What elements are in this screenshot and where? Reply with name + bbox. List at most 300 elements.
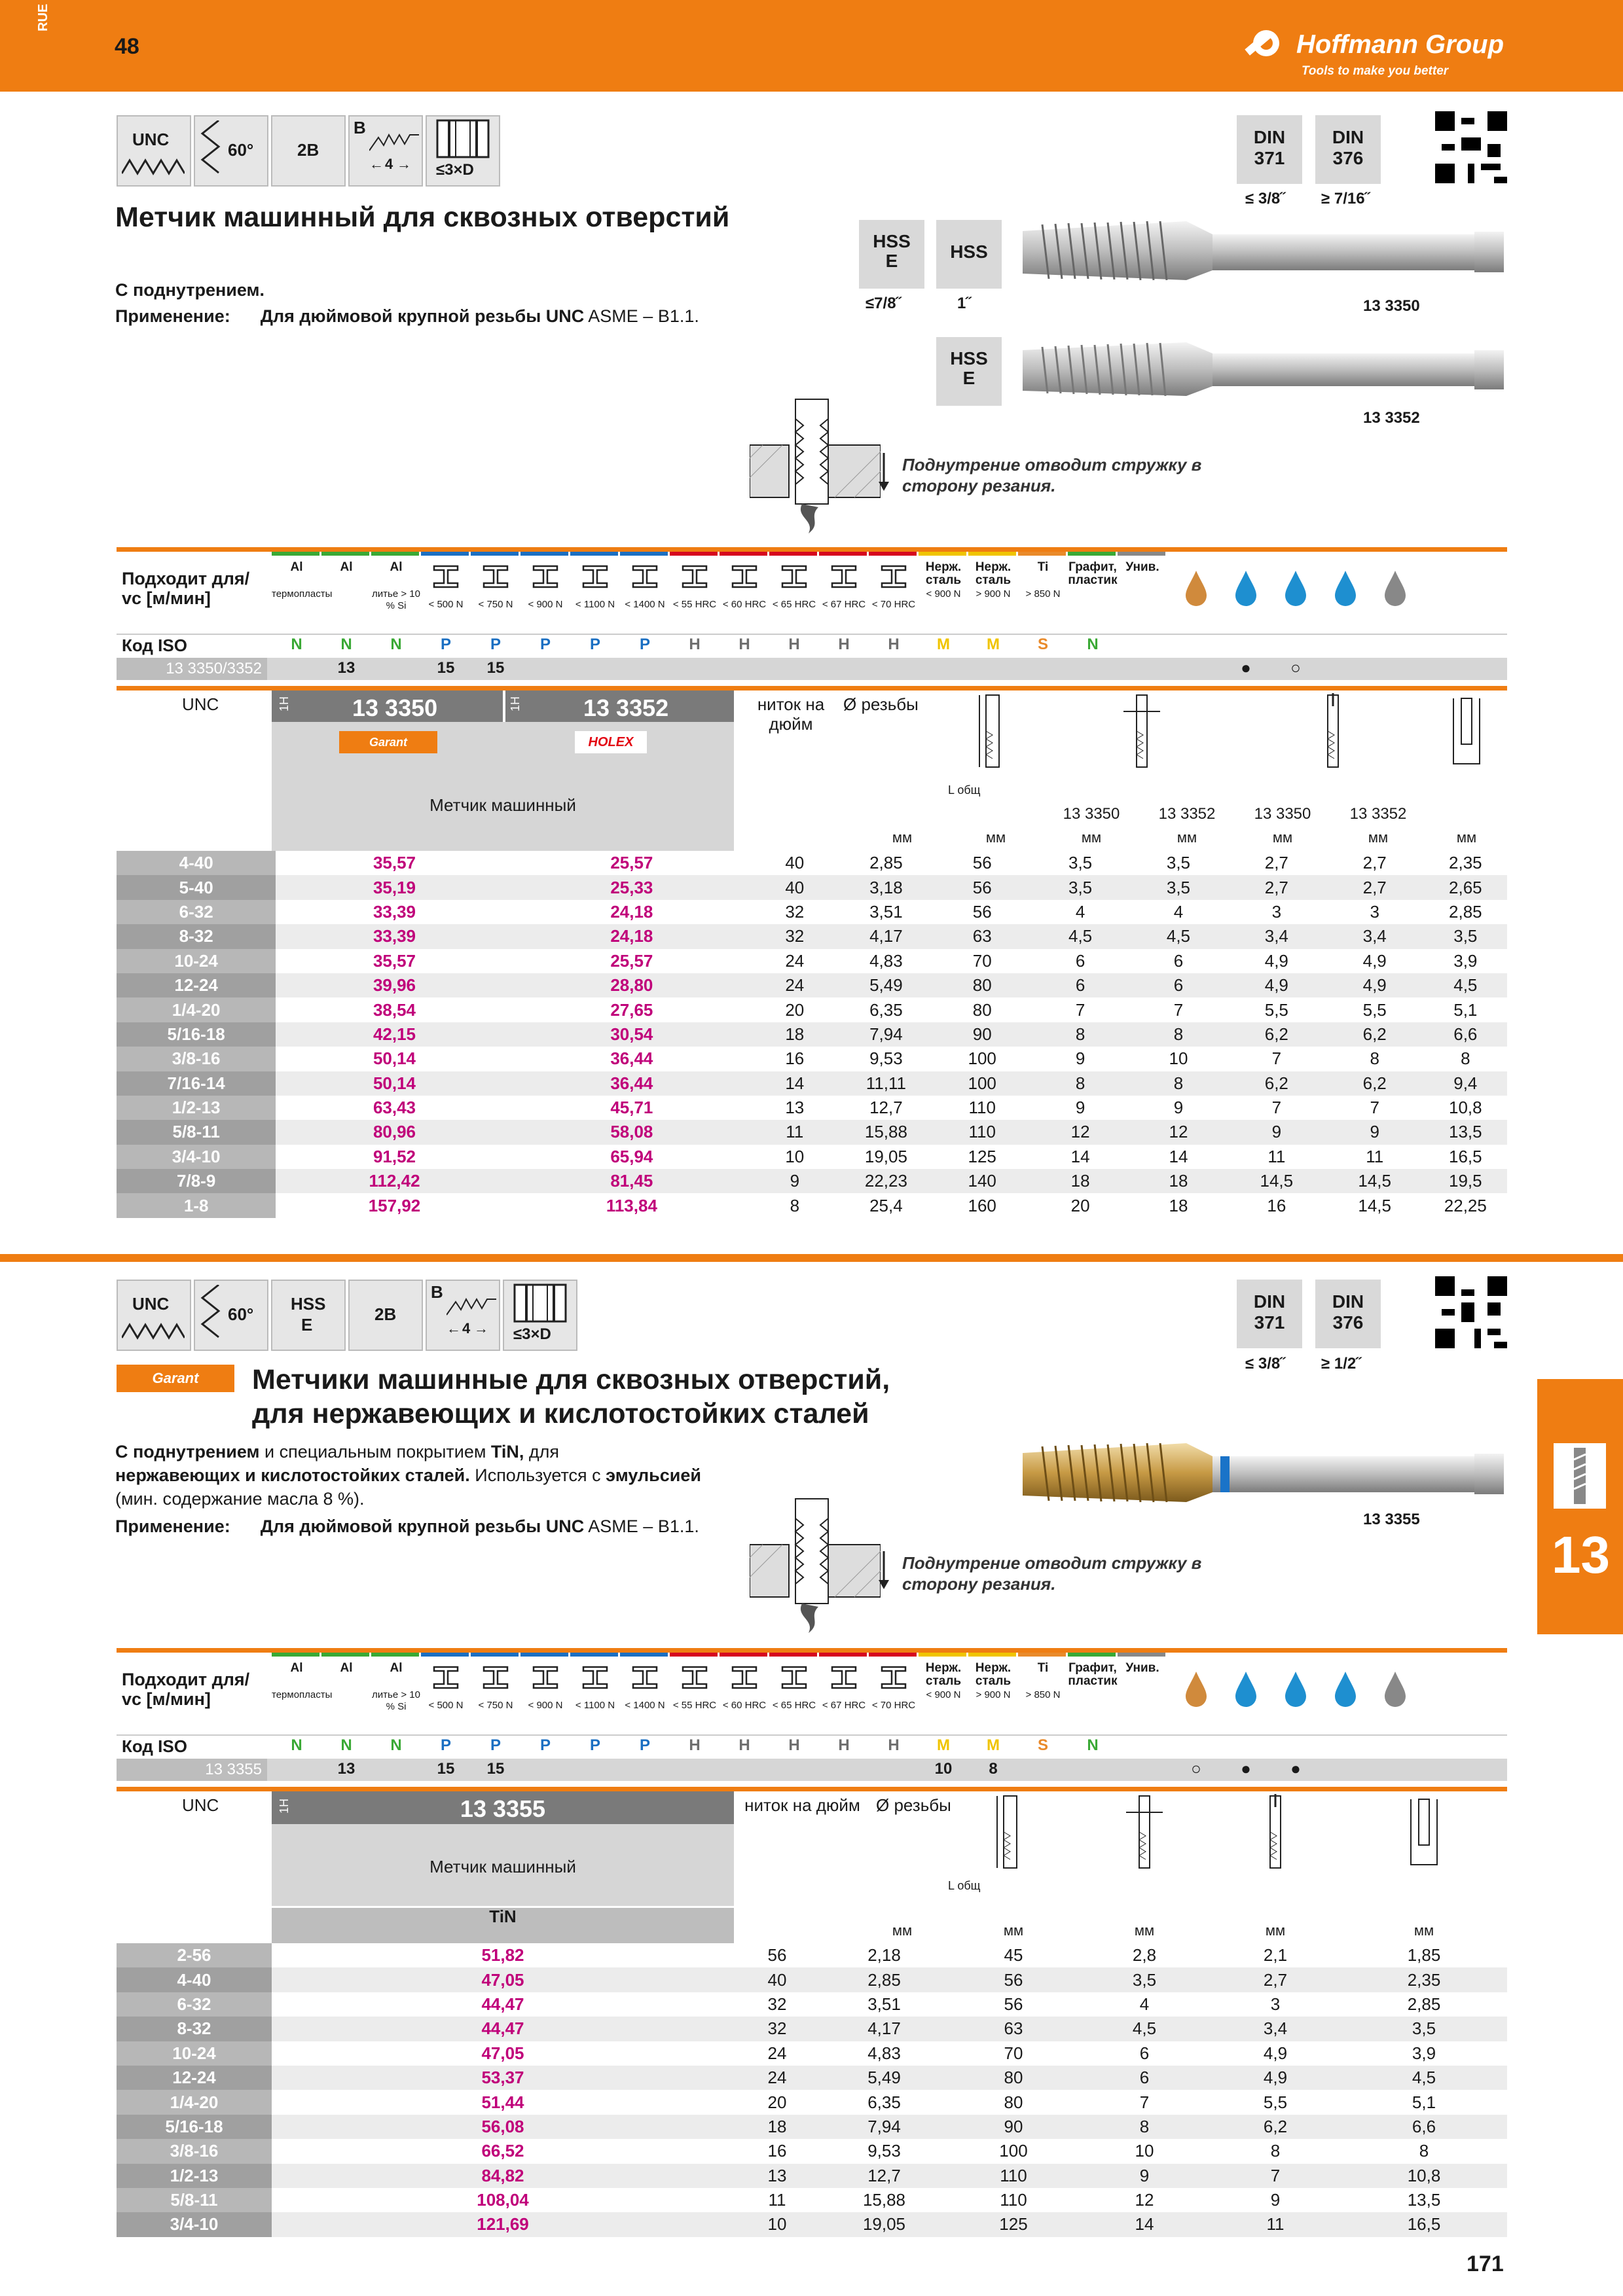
cutting-speed-value: 8 xyxy=(989,1760,998,1778)
price-cell: 157,92 xyxy=(276,1193,513,1217)
material-col-title: Нерж. сталь xyxy=(975,1661,1012,1688)
din-376-badge: DIN 376 xyxy=(1315,115,1381,184)
value-cell: 2,7 xyxy=(1228,851,1326,875)
value-cell: 4,9 xyxy=(1210,2041,1341,2066)
material-col-title: Al xyxy=(290,1661,303,1675)
tool-label-133350: 13 3350 xyxy=(1363,297,1420,315)
price-cell: 33,39 xyxy=(276,924,513,948)
section1-line1: С поднутрением. xyxy=(115,280,265,300)
value-cell: 10 xyxy=(1129,1047,1228,1071)
value-cell: 5,49 xyxy=(820,2066,948,2090)
coolant-suitability: ○ xyxy=(1191,1759,1201,1778)
coolant-icon xyxy=(1233,568,1259,607)
unit-label: мм xyxy=(892,829,913,846)
value-cell: 2,65 xyxy=(1424,875,1507,899)
din-371-limit: ≤ 3/8˝ xyxy=(1245,1355,1286,1372)
material-col-title: Графит, пластик xyxy=(1068,1661,1118,1688)
iso-code: N xyxy=(1087,636,1099,653)
qr-code[interactable] xyxy=(1435,111,1507,183)
value-cell: 15,88 xyxy=(820,2188,948,2212)
value-cell: 4,9 xyxy=(1326,973,1424,997)
value-cell: 40 xyxy=(734,1967,820,1992)
material-col-title: Унив. xyxy=(1125,1661,1159,1675)
steel-profile-icon xyxy=(781,1666,807,1689)
thread-size-cell: 5-40 xyxy=(117,875,276,899)
steel-profile-icon xyxy=(881,565,907,588)
value-cell: 2,85 xyxy=(1424,900,1507,924)
table-row xyxy=(117,2066,1507,2090)
material-col-sub: > 900 N xyxy=(976,1689,1011,1700)
l-total-label: L общ xyxy=(948,783,981,797)
price-cell: 53,37 xyxy=(272,2066,734,2090)
iso-label: Код ISO xyxy=(122,636,187,655)
value-cell: 3,5 xyxy=(1079,1967,1210,1992)
drill-depth-icon: ≤3×D xyxy=(426,115,500,187)
price-cell: 81,45 xyxy=(513,1169,750,1193)
coolant-icon xyxy=(1382,1669,1408,1708)
table-row xyxy=(117,1071,1507,1096)
sub-code: 13 3352 xyxy=(1349,805,1407,823)
steel-profile-icon xyxy=(632,565,658,588)
unit-label: мм xyxy=(1134,1922,1155,1939)
material-col-title: Al xyxy=(390,1661,403,1675)
value-cell: 20 xyxy=(1031,1193,1129,1217)
thread-size-cell: 10-24 xyxy=(117,2041,272,2066)
iso-code: H xyxy=(788,636,800,653)
value-cell: 3,5 xyxy=(1129,851,1228,875)
value-cell: 2,35 xyxy=(1341,1967,1507,1992)
value-cell: 9,53 xyxy=(839,1047,934,1071)
material-col-sub: термопласты xyxy=(272,1689,333,1700)
price-cell: 36,44 xyxy=(513,1047,750,1071)
iso-code: P xyxy=(539,1736,551,1754)
material-table-1 xyxy=(117,552,1507,677)
thread-size-cell: 3/4-10 xyxy=(117,2212,272,2236)
price-cell: 25,57 xyxy=(513,851,750,875)
material-col-sub: < 900 N xyxy=(528,1700,563,1711)
value-cell: 13 xyxy=(750,1096,839,1120)
unit-label: мм xyxy=(1003,1922,1024,1939)
value-cell: 13,5 xyxy=(1424,1120,1507,1144)
hoffmann-logo-icon xyxy=(1244,25,1296,64)
value-cell: 110 xyxy=(948,2188,1079,2212)
material-col-title: Al xyxy=(340,1661,353,1675)
value-cell: 11 xyxy=(750,1120,839,1144)
price-cell: 65,94 xyxy=(513,1145,750,1169)
tool-label-133352: 13 3352 xyxy=(1363,409,1420,427)
thread-size-cell: 12-24 xyxy=(117,2066,272,2090)
value-cell: 2,18 xyxy=(820,1943,948,1967)
price-cell: 84,82 xyxy=(272,2164,734,2188)
value-cell: 4,5 xyxy=(1341,2066,1507,2090)
value-cell: 6,6 xyxy=(1341,2115,1507,2139)
value-cell: 4,9 xyxy=(1326,949,1424,973)
table-row xyxy=(117,1992,1507,2017)
cutting-speed-value: 15 xyxy=(437,1760,455,1778)
value-cell: 14,5 xyxy=(1228,1169,1326,1193)
logo-name: Hoffmann Group xyxy=(1296,30,1504,59)
holex-brand: HOLEX xyxy=(575,731,647,753)
value-cell: 4,5 xyxy=(1424,973,1507,997)
table-row xyxy=(117,997,1507,1022)
hss-limit: 1˝ xyxy=(957,295,972,312)
value-cell: 45 xyxy=(948,1943,1079,1967)
value-cell: 56 xyxy=(933,875,1031,899)
value-cell: 18 xyxy=(1129,1169,1228,1193)
thread-size-cell: 5/16-18 xyxy=(117,1022,276,1047)
value-cell: 5,49 xyxy=(839,973,934,997)
iso-code: N xyxy=(291,636,302,653)
value-cell: 2,85 xyxy=(839,851,934,875)
value-cell: 3,5 xyxy=(1031,851,1129,875)
value-cell: 90 xyxy=(948,2115,1079,2139)
table-row xyxy=(117,1047,1507,1071)
value-cell: 3 xyxy=(1210,1992,1341,2017)
section2-title: Метчики машинные для сквозных отверстий, для нержавеющих и кислотостойких сталей xyxy=(252,1364,890,1429)
iso-code: N xyxy=(340,636,352,653)
material-col-sub: < 67 HRC xyxy=(822,599,866,610)
value-cell: 4,5 xyxy=(1079,2017,1210,2041)
din-376-limit: ≥ 7/16˝ xyxy=(1321,190,1370,207)
dim-table-1 xyxy=(117,851,1507,1218)
material-col-title: Нерж. сталь xyxy=(925,560,962,587)
drill-hole-diagram xyxy=(1404,1793,1444,1878)
material-col-sub: < 1400 N xyxy=(625,1700,665,1711)
value-cell: 11 xyxy=(1228,1145,1326,1169)
material-col-sub: < 750 N xyxy=(478,1700,513,1711)
value-cell: 9 xyxy=(750,1169,839,1193)
price-cell: 51,82 xyxy=(272,1943,734,1967)
code-133355: 13 3355 xyxy=(460,1795,546,1822)
material-col-sub: < 900 N xyxy=(926,588,961,600)
material-col-sub: < 65 HRC xyxy=(772,1700,816,1711)
unit-label: мм xyxy=(1368,829,1389,846)
value-cell: 15,88 xyxy=(839,1120,934,1144)
price-cell: 45,71 xyxy=(513,1096,750,1120)
shank-diameter-diagram xyxy=(1125,1793,1164,1878)
table-row xyxy=(117,875,1507,899)
value-cell: 8 xyxy=(1326,1047,1424,1071)
steel-profile-icon xyxy=(731,565,757,588)
value-cell: 4,5 xyxy=(1031,924,1129,948)
code-133352: 13 3352 xyxy=(583,694,669,721)
price-cell: 24,18 xyxy=(513,924,750,948)
value-cell: 3,4 xyxy=(1210,2017,1341,2041)
coolant-icon xyxy=(1332,568,1359,607)
value-cell: 12,7 xyxy=(820,2164,948,2188)
price-cell: 30,54 xyxy=(513,1022,750,1047)
thread-size-cell: 5/8-11 xyxy=(117,1120,276,1144)
coolant-icon xyxy=(1382,568,1408,607)
value-cell: 4,9 xyxy=(1228,973,1326,997)
value-cell: 14,5 xyxy=(1326,1193,1424,1217)
value-cell: 4,17 xyxy=(820,2017,948,2041)
cutting-speed-value: 15 xyxy=(437,659,455,677)
value-cell: 3,5 xyxy=(1341,2017,1507,2041)
unit-label: мм xyxy=(1081,829,1102,846)
thread-size-cell: 2-56 xyxy=(117,1943,272,1967)
value-cell: 8 xyxy=(1424,1047,1507,1071)
value-cell: 56 xyxy=(933,900,1031,924)
material-col-title: Al xyxy=(290,560,303,574)
price-cell: 80,96 xyxy=(276,1120,513,1144)
value-cell: 14 xyxy=(1079,2212,1210,2236)
price-cell: 28,80 xyxy=(513,973,750,997)
code-133350: 13 3350 xyxy=(352,694,438,721)
tolerance-icon: 2B xyxy=(271,115,346,187)
value-cell: 7 xyxy=(1326,1096,1424,1120)
language-code: RUE xyxy=(36,3,50,31)
thread-size-cell: 6-32 xyxy=(117,900,276,924)
thread-size-cell: 4-40 xyxy=(117,851,276,875)
divider-line xyxy=(117,686,1507,691)
value-cell: 10,8 xyxy=(1341,2164,1507,2188)
value-cell: 9 xyxy=(1228,1120,1326,1144)
overall-length-diagram xyxy=(976,692,1009,777)
value-cell: 90 xyxy=(933,1022,1031,1047)
steel-profile-icon xyxy=(831,1666,857,1689)
value-cell: 110 xyxy=(948,2164,1079,2188)
value-cell: 3,5 xyxy=(1424,924,1507,948)
material-col-sub: < 500 N xyxy=(428,1700,464,1711)
table-row xyxy=(117,1169,1507,1193)
value-cell: 100 xyxy=(933,1047,1031,1071)
table-row xyxy=(117,1193,1507,1217)
value-cell: 2,7 xyxy=(1326,875,1424,899)
iso-code: H xyxy=(888,636,900,653)
value-cell: 70 xyxy=(933,949,1031,973)
value-cell: 4 xyxy=(1031,900,1129,924)
iso-code: H xyxy=(788,1736,800,1754)
table-row xyxy=(117,1120,1507,1144)
value-cell: 14,5 xyxy=(1326,1169,1424,1193)
value-cell: 16 xyxy=(1228,1193,1326,1217)
material-col-sub: < 65 HRC xyxy=(772,599,816,610)
spiral-note: Поднутрение отводит стружку в сторону резания. xyxy=(902,1553,1202,1594)
value-cell: 2,1 xyxy=(1210,1943,1341,1967)
coolant-suitability: ● xyxy=(1241,658,1251,677)
price-cell: 113,84 xyxy=(513,1193,750,1217)
unit-label: мм xyxy=(1176,829,1197,846)
thread-size-cell: 1/4-20 xyxy=(117,2090,272,2114)
value-cell: 22,23 xyxy=(839,1169,934,1193)
value-cell: 19,5 xyxy=(1424,1169,1507,1193)
value-cell: 7 xyxy=(1129,997,1228,1022)
divider-line xyxy=(117,1648,1507,1653)
price-cell: 112,42 xyxy=(276,1169,513,1193)
value-cell: 6,2 xyxy=(1210,2115,1341,2139)
material-col-title: Нерж. сталь xyxy=(925,1661,962,1688)
iso-code: P xyxy=(589,1736,600,1754)
value-cell: 9,4 xyxy=(1424,1071,1507,1096)
value-cell: 4,5 xyxy=(1129,924,1228,948)
section1-title: Метчик машинный для сквозных отверстий xyxy=(115,202,730,233)
tap-image-133350 xyxy=(1016,208,1507,293)
value-cell: 4,17 xyxy=(839,924,934,948)
square-size-diagram xyxy=(1256,1793,1295,1878)
value-cell: 8 xyxy=(1129,1071,1228,1096)
value-cell: 6 xyxy=(1129,949,1228,973)
iso-code: P xyxy=(490,1736,501,1754)
garant-brand: Garant xyxy=(339,731,437,753)
steel-profile-icon xyxy=(582,1666,608,1689)
table-row xyxy=(117,949,1507,973)
price-cell: 50,14 xyxy=(276,1047,513,1071)
material-col-sub: < 70 HRC xyxy=(871,1700,916,1711)
price-cell: 47,05 xyxy=(272,2041,734,2066)
price-cell: 35,57 xyxy=(276,949,513,973)
table-row xyxy=(117,2115,1507,2139)
material-col-title: Нерж. сталь xyxy=(975,560,1012,587)
table-row xyxy=(117,973,1507,997)
chapter-number: 13 xyxy=(1552,1526,1610,1584)
table-row xyxy=(117,924,1507,948)
iso-code: P xyxy=(440,1736,451,1754)
price-cell: 44,47 xyxy=(272,1992,734,2017)
value-cell: 14 xyxy=(750,1071,839,1096)
iso-code: H xyxy=(739,636,750,653)
value-cell: 80 xyxy=(948,2066,1079,2090)
iso-label: Код ISO xyxy=(122,1736,187,1756)
spiral-point-diagram xyxy=(750,393,881,543)
section2-description: С поднутрением и специальным покрытием TiN, для нержавеющих и кислотостойких сталей. Используется с эмульсией (мин. содержание масла 8 %). Применение: Для дюймовой крупной резьбы UNC ASME – B1.1. xyxy=(115,1442,701,1536)
table-row xyxy=(117,2212,1507,2236)
cutting-speed-value: 13 xyxy=(337,659,356,677)
steel-profile-icon xyxy=(632,1666,658,1689)
hss-e-limit: ≤7/8˝ xyxy=(866,295,902,312)
thread-size-cell: 8-32 xyxy=(117,924,276,948)
value-cell: 24 xyxy=(750,949,839,973)
value-cell: 4,83 xyxy=(839,949,934,973)
iso-code: M xyxy=(937,1736,950,1754)
value-cell: 6 xyxy=(1079,2066,1210,2090)
price-cell: 33,39 xyxy=(276,900,513,924)
value-cell: 80 xyxy=(948,2090,1079,2114)
value-cell: 7,94 xyxy=(839,1022,934,1047)
table-row xyxy=(117,1145,1507,1169)
table-row xyxy=(117,2090,1507,2114)
steel-profile-icon xyxy=(682,565,708,588)
material-row-label: 13 3355 xyxy=(117,1759,267,1781)
value-cell: 140 xyxy=(933,1169,1031,1193)
steel-profile-icon xyxy=(483,565,509,588)
value-cell: 100 xyxy=(948,2139,1079,2163)
value-cell: 2,85 xyxy=(1341,1992,1507,2017)
iso-code: N xyxy=(390,1736,402,1754)
value-cell: 56 xyxy=(933,851,1031,875)
value-cell: 19,05 xyxy=(820,2212,948,2236)
value-cell: 3,4 xyxy=(1326,924,1424,948)
thread-size-cell: 3/4-10 xyxy=(117,1145,276,1169)
tool-label-133355: 13 3355 xyxy=(1363,1511,1420,1528)
price-cell: 63,43 xyxy=(276,1096,513,1120)
material-col-title: Al xyxy=(390,560,403,574)
value-cell: 19,05 xyxy=(839,1145,934,1169)
thread-size-cell: 7/8-9 xyxy=(117,1169,276,1193)
value-cell: 24 xyxy=(750,973,839,997)
logo-tagline: Tools to make you better xyxy=(1302,64,1449,78)
thread-size-cell: 1/4-20 xyxy=(117,997,276,1022)
value-cell: 2,7 xyxy=(1210,1967,1341,1992)
thread-size-cell: 1/2-13 xyxy=(117,2164,272,2188)
price-cell: 56,08 xyxy=(272,2115,734,2139)
value-cell: 4 xyxy=(1129,900,1228,924)
price-cell: 121,69 xyxy=(272,2212,734,2236)
iso-code: P xyxy=(539,636,551,653)
price-cell: 42,15 xyxy=(276,1022,513,1047)
price-cell: 38,54 xyxy=(276,997,513,1022)
value-cell: 8 xyxy=(1031,1022,1129,1047)
value-cell: 9,53 xyxy=(820,2139,948,2163)
arrow-down-icon xyxy=(877,453,890,492)
iso-code: H xyxy=(838,1736,850,1754)
section1-application: Применение: Для дюймовой крупной резьбы UNC ASME – B1.1. xyxy=(115,306,699,326)
value-cell: 22,25 xyxy=(1424,1193,1507,1217)
value-cell: 3 xyxy=(1228,900,1326,924)
spiral-point-diagram xyxy=(750,1492,881,1643)
material-col-sub: < 67 HRC xyxy=(822,1700,866,1711)
value-cell: 2,8 xyxy=(1079,1943,1210,1967)
coolant-suitability: ● xyxy=(1241,1759,1251,1778)
value-cell: 9 xyxy=(1031,1096,1129,1120)
material-col-title: Ti xyxy=(1037,1661,1049,1675)
thread-size-cell: 3/8-16 xyxy=(117,2139,272,2163)
qr-code[interactable] xyxy=(1435,1276,1507,1348)
price-cell: 91,52 xyxy=(276,1145,513,1169)
din-376-limit: ≥ 1/2˝ xyxy=(1321,1355,1362,1372)
iso-code: P xyxy=(440,636,451,653)
material-col-sub: < 60 HRC xyxy=(722,599,767,610)
shank-diameter-diagram xyxy=(1122,692,1161,777)
value-cell: 2,85 xyxy=(820,1967,948,1992)
value-cell: 70 xyxy=(948,2041,1079,2066)
value-cell: 7 xyxy=(1228,1047,1326,1071)
value-cell: 12 xyxy=(1031,1120,1129,1144)
steel-profile-icon xyxy=(433,1666,459,1689)
value-cell: 3,4 xyxy=(1228,924,1326,948)
garant-brand: Garant xyxy=(117,1365,234,1392)
sub-code: 13 3352 xyxy=(1158,805,1216,823)
material-col-sub: < 1100 N xyxy=(575,599,615,610)
value-cell: 5,1 xyxy=(1341,2090,1507,2114)
thread-size-cell: 1-8 xyxy=(117,1193,276,1217)
unit-label: мм xyxy=(1413,1922,1434,1939)
iso-code: P xyxy=(639,636,650,653)
value-cell: 56 xyxy=(948,1967,1079,1992)
divider-line xyxy=(117,547,1507,552)
value-cell: 11,11 xyxy=(839,1071,934,1096)
thread-size-cell: 10-24 xyxy=(117,949,276,973)
value-cell: 2,7 xyxy=(1228,875,1326,899)
price-cell: 36,44 xyxy=(513,1071,750,1096)
value-cell: 6,6 xyxy=(1424,1022,1507,1047)
coolant-icon xyxy=(1233,1669,1259,1708)
material-col-sub: < 900 N xyxy=(528,599,563,610)
tap-image-133355 xyxy=(1016,1430,1507,1515)
cutting-speed-value: 13 xyxy=(337,1760,356,1778)
value-cell: 6,2 xyxy=(1228,1022,1326,1047)
price-cell: 108,04 xyxy=(272,2188,734,2212)
value-cell: 6 xyxy=(1031,949,1129,973)
price-cell: 51,44 xyxy=(272,2090,734,2114)
value-cell: 5,5 xyxy=(1210,2090,1341,2114)
material-head-label: Подходит для/ vᴄ [м/мин] xyxy=(122,569,250,608)
value-cell: 3,5 xyxy=(1129,875,1228,899)
value-cell: 9 xyxy=(1031,1047,1129,1071)
material-table-2 xyxy=(117,1653,1507,1778)
value-cell: 6,35 xyxy=(839,997,934,1022)
value-cell: 10,8 xyxy=(1424,1096,1507,1120)
